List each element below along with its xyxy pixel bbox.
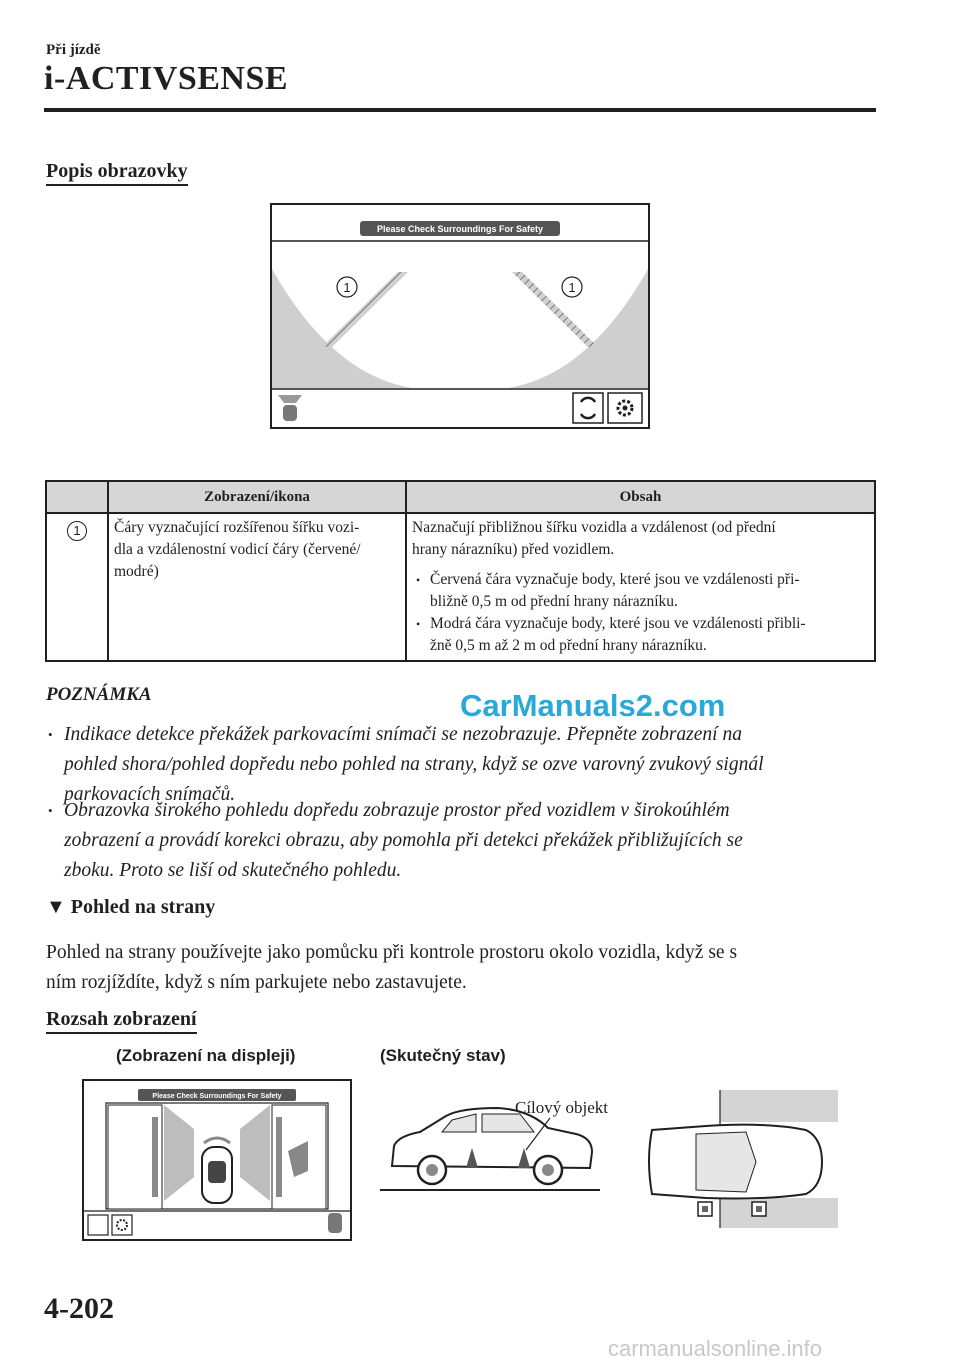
paragraph-line: ním rozjíždíte, když s ním parkujete nebo zastavujete. [46, 972, 467, 993]
bullet-dot: • [48, 803, 53, 818]
camera-screen-illustration [270, 203, 650, 429]
callout-1-right-text: 1 [568, 280, 576, 295]
paragraph-line: Pohled na strany používejte jako pomůcku při kontrole prostoru okolo vozidla, když se s [46, 942, 738, 963]
note-line: Indikace detekce překážek parkovacími snímači se nezobrazuje. Přepněte zobrazení na [64, 724, 742, 745]
table-header-content: Obsah [406, 481, 875, 513]
triangle-icon: ▼ [46, 896, 66, 918]
side-view-heading [46, 896, 215, 919]
table-header-blank [46, 481, 108, 513]
display-line: modré) [114, 563, 159, 580]
section-label: Při jízdě [46, 42, 101, 58]
content-line: hrany nárazníku) před vozidlem. [412, 541, 615, 558]
actual-top-illustration [636, 1090, 840, 1230]
top-side-zone [720, 1090, 838, 1122]
note-item-2 [48, 796, 894, 886]
bottom-side-zone [720, 1198, 838, 1228]
display-line: Čáry vyznačující rozšířenou šířku vozi- [114, 519, 360, 536]
content-cell [406, 513, 875, 661]
note-title: POZNÁMKA [46, 684, 152, 705]
page-number: 4-202 [44, 1292, 114, 1325]
bullet-line: bližně 0,5 m od přední hrany nárazníku. [430, 593, 678, 610]
row-number-cell [46, 513, 108, 661]
car-view-icon-small [328, 1213, 342, 1233]
info-table [45, 480, 876, 662]
bullet-dot: • [48, 727, 53, 742]
side-view-display-svg [84, 1081, 350, 1239]
car-view-icon [283, 405, 297, 421]
bullet-line: • Červená čára vyznačuje body, které jsou ve vzdálenosti při- [430, 571, 800, 588]
side-view-display-illustration [82, 1079, 352, 1241]
display-line: dla a vzdálenostní vodicí čáry (červené/ [114, 541, 361, 558]
table-row [46, 513, 875, 661]
watermark-logo: CarManuals2.com [460, 688, 726, 723]
bullet-red-line [412, 569, 869, 613]
chapter-rule [44, 108, 876, 112]
content-line: Naznačují přibližnou šířku vozidla a vzdálenost (od přední [412, 519, 776, 536]
note-line: zobrazení a provádí korekci obrazu, aby pomohla při detekci překážek přibližujících se [64, 830, 743, 851]
bullet-blue-line [412, 613, 869, 657]
footer-watermark: carmanualsonline.info [608, 1336, 823, 1361]
safety-banner-small-text: Please Check Surroundings For Safety [152, 1093, 282, 1100]
display-cell [108, 513, 406, 661]
note-line: parkovacích snímačů. [64, 784, 236, 805]
caption-display: (Zobrazení na displeji) [116, 1046, 296, 1065]
safety-banner-text: Please Check Surroundings For Safety [376, 224, 544, 234]
note-line: zboku. Proto se liší od skutečného pohledu. [64, 860, 402, 881]
screen-description-heading: Popis obrazovky [46, 160, 188, 186]
row-number-badge: 1 [67, 521, 87, 541]
table-header-display: Zobrazení/ikona [108, 481, 406, 513]
actual-top-svg [636, 1090, 840, 1230]
bullet-line: • Modrá čára vyznačuje body, které jsou ve vzdálenosti přibli- [430, 615, 806, 632]
view-switch-button-small [88, 1215, 108, 1235]
note-line: Obrazovka širokého pohledu dopředu zobrazuje prostor před vozidlem v širokoúhlém [64, 800, 730, 821]
range-heading: Rozsah zobrazení [46, 1008, 197, 1034]
side-view-paragraph [46, 938, 876, 998]
camera-view-indicator [278, 395, 302, 403]
content-bullet-list [412, 569, 869, 657]
bullet-line: žně 0,5 m až 2 m od přední hrany nárazníku. [430, 637, 707, 654]
camera-screen-svg [272, 205, 648, 427]
caption-actual: (Skutečný stav) [380, 1046, 506, 1065]
target-object-label: Cílový objekt [515, 1098, 609, 1117]
settings-button-small [112, 1215, 132, 1235]
side-view-title: Pohled na strany [70, 896, 216, 918]
note-line: pohled shora/pohled dopředu nebo pohled na strany, když se ozve varovný zvukový signál [64, 754, 764, 775]
callout-1-left-text: 1 [343, 280, 351, 295]
chapter-title: i-ACTIVSENSE [44, 60, 289, 97]
